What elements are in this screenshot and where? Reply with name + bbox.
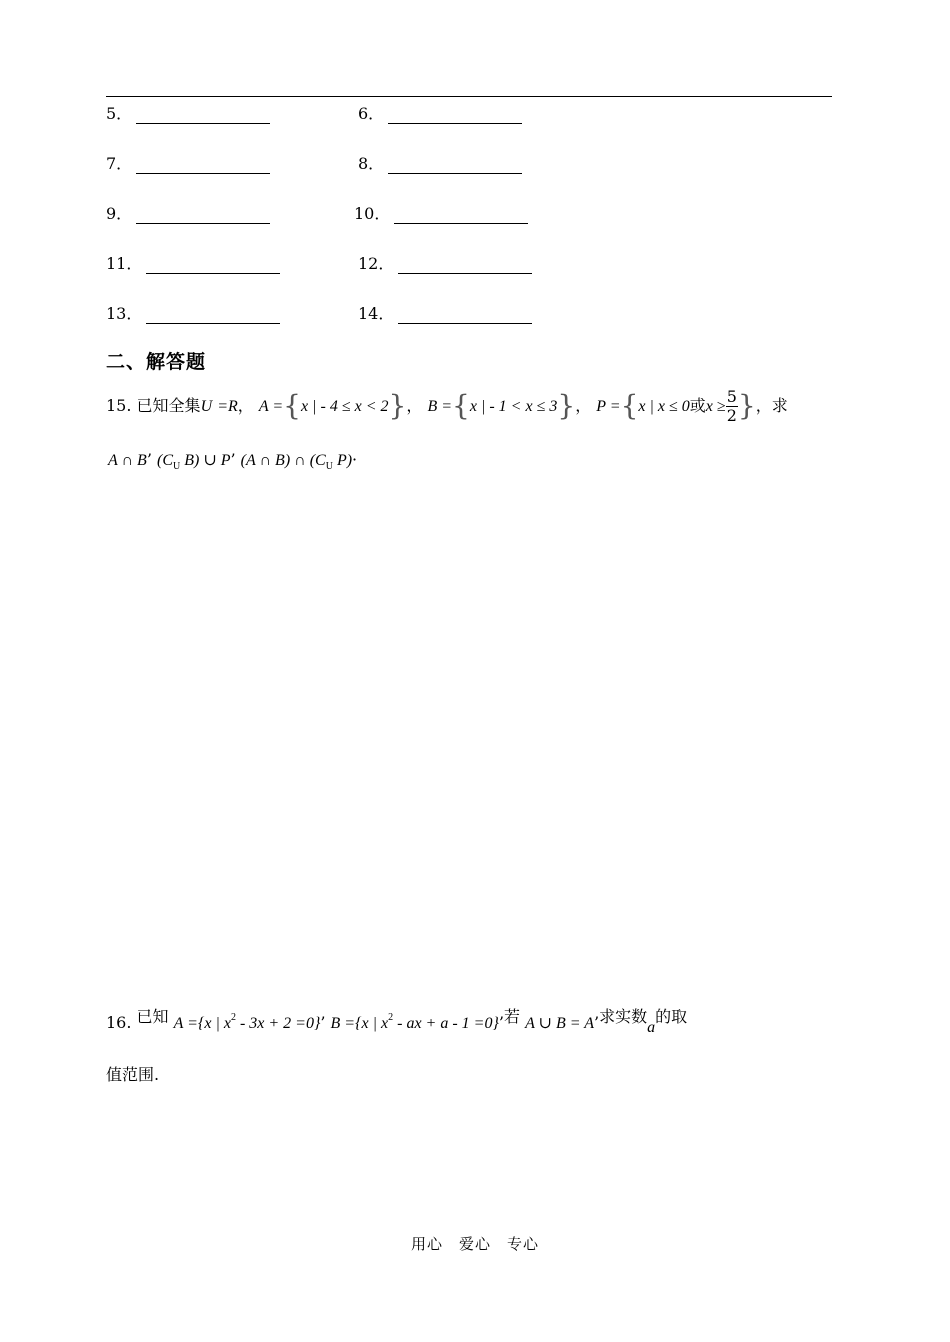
blank-row: [106, 154, 270, 174]
header-rule: [106, 96, 832, 97]
answer-blank[interactable]: [394, 207, 528, 224]
blank-row: [106, 254, 280, 274]
answer-blank[interactable]: [136, 107, 270, 124]
brace-icon: {: [620, 389, 639, 422]
blank-number: 14．: [358, 304, 395, 323]
blank-row: [106, 104, 270, 124]
math-expr-2: [156, 452, 231, 472]
fraction-numerator: 5: [726, 387, 737, 406]
blank-number: 9．: [106, 204, 133, 223]
blank-number: 13．: [106, 304, 143, 323]
blank-number: 5．: [106, 104, 133, 123]
question-text: 求实数: [599, 1007, 648, 1026]
answer-blank[interactable]: [146, 307, 280, 324]
question-text: 若: [503, 1007, 520, 1026]
math-condition: A ∪ B = A: [525, 1015, 595, 1032]
math-part: - 3x + 2 =0}: [235, 1015, 321, 1032]
blank-row: [358, 254, 532, 274]
brace-icon: {: [452, 389, 470, 422]
question-16-line2: [106, 1062, 159, 1085]
question-text: ，求: [755, 396, 788, 415]
answer-blank[interactable]: [136, 207, 270, 224]
answer-blank[interactable]: [136, 157, 270, 174]
math-superscript: 2: [230, 1012, 236, 1023]
math-part: A ={x | x: [173, 1015, 231, 1032]
brace-icon: }: [737, 389, 756, 422]
math-part: B ={x | x: [330, 1015, 389, 1032]
question-15-line1: 15. 已知全集U =R， A ={x | - 4 ≤ x < 2}， B ={x | - 1 < x ≤ 3}， P ={x | x ≤ 0或x ≥ $\frac{5}{2}$ }，求: [106, 387, 788, 425]
math-expr-3: [240, 452, 353, 472]
math-A-def: A =: [258, 398, 284, 415]
question-number: 16.: [106, 1013, 132, 1032]
section-heading: 二、解答题: [106, 351, 207, 373]
brace-icon: }: [557, 389, 576, 422]
question-number: 15.: [106, 396, 132, 415]
math-part: P): [332, 452, 353, 469]
math-P-set-a: x | x ≤ 0: [638, 398, 690, 415]
question-text: 或: [689, 396, 706, 415]
answer-blank[interactable]: [388, 107, 522, 124]
math-expr-1: A ∩ B: [108, 452, 147, 469]
question-text: 的取: [655, 1007, 688, 1026]
blank-row: [354, 204, 528, 224]
blank-number: 8．: [358, 154, 385, 173]
math-A-set: x | - 4 ≤ x < 2: [301, 398, 389, 415]
math-U: U: [200, 398, 213, 415]
fraction-denominator: 2: [726, 406, 737, 425]
math-subscript: U: [172, 461, 181, 472]
brace-icon: }: [388, 389, 407, 422]
math-superscript: 2: [388, 1012, 394, 1023]
math-B-set: x | - 1 < x ≤ 3: [469, 398, 558, 415]
brace-icon: {: [283, 389, 301, 422]
question-text: 已知: [136, 1007, 169, 1026]
math-A-expr: [173, 1012, 321, 1032]
blank-number: 11．: [106, 254, 143, 273]
answer-blank[interactable]: [398, 307, 532, 324]
blank-number: 12．: [358, 254, 395, 273]
fraction: [726, 388, 738, 425]
math-part: B) ∪ P: [180, 452, 231, 469]
blank-number: 6．: [358, 104, 385, 123]
answer-blank[interactable]: [398, 257, 532, 274]
math-subscript: U: [325, 461, 333, 472]
blank-row: [358, 104, 522, 124]
blank-number: 7．: [106, 154, 133, 173]
blank-row: [106, 204, 270, 224]
question-15-line2: A ∩ B’ ($C_U$ B) ∪ P’ (A ∩ B) ∩ ($C_U$ P)·: [108, 450, 358, 472]
math-eq-R: =R: [217, 398, 238, 415]
blank-number: 10．: [354, 204, 391, 223]
math-part: (A ∩ B) ∩ (C: [240, 452, 326, 469]
math-B-def: B =: [427, 398, 453, 415]
math-B-expr: [330, 1012, 499, 1032]
math-part: - ax + a - 1 =0}: [393, 1015, 499, 1032]
question-text: 已知全集: [136, 396, 201, 415]
math-var-a: a: [647, 1019, 656, 1036]
question-16-line1: 16. 已知 A ={x | $x^2 - 3x + 2 =0$}’ B ={x | $x^2$ - ax + a - 1 =0}’若 A ∪ B = A’求实数a的取: [106, 1007, 688, 1036]
math-part: (C: [156, 452, 173, 469]
question-text: 值范围.: [106, 1065, 160, 1084]
blank-row: [106, 304, 280, 324]
blank-row: [358, 154, 522, 174]
answer-blank[interactable]: [388, 157, 522, 174]
math-P-def: P =: [596, 398, 621, 415]
blank-row: [358, 304, 532, 324]
math-P-set-b: x ≥: [705, 398, 726, 415]
answer-blank[interactable]: [146, 257, 280, 274]
page-footer: 用心 爱心 专心: [410, 1235, 539, 1253]
